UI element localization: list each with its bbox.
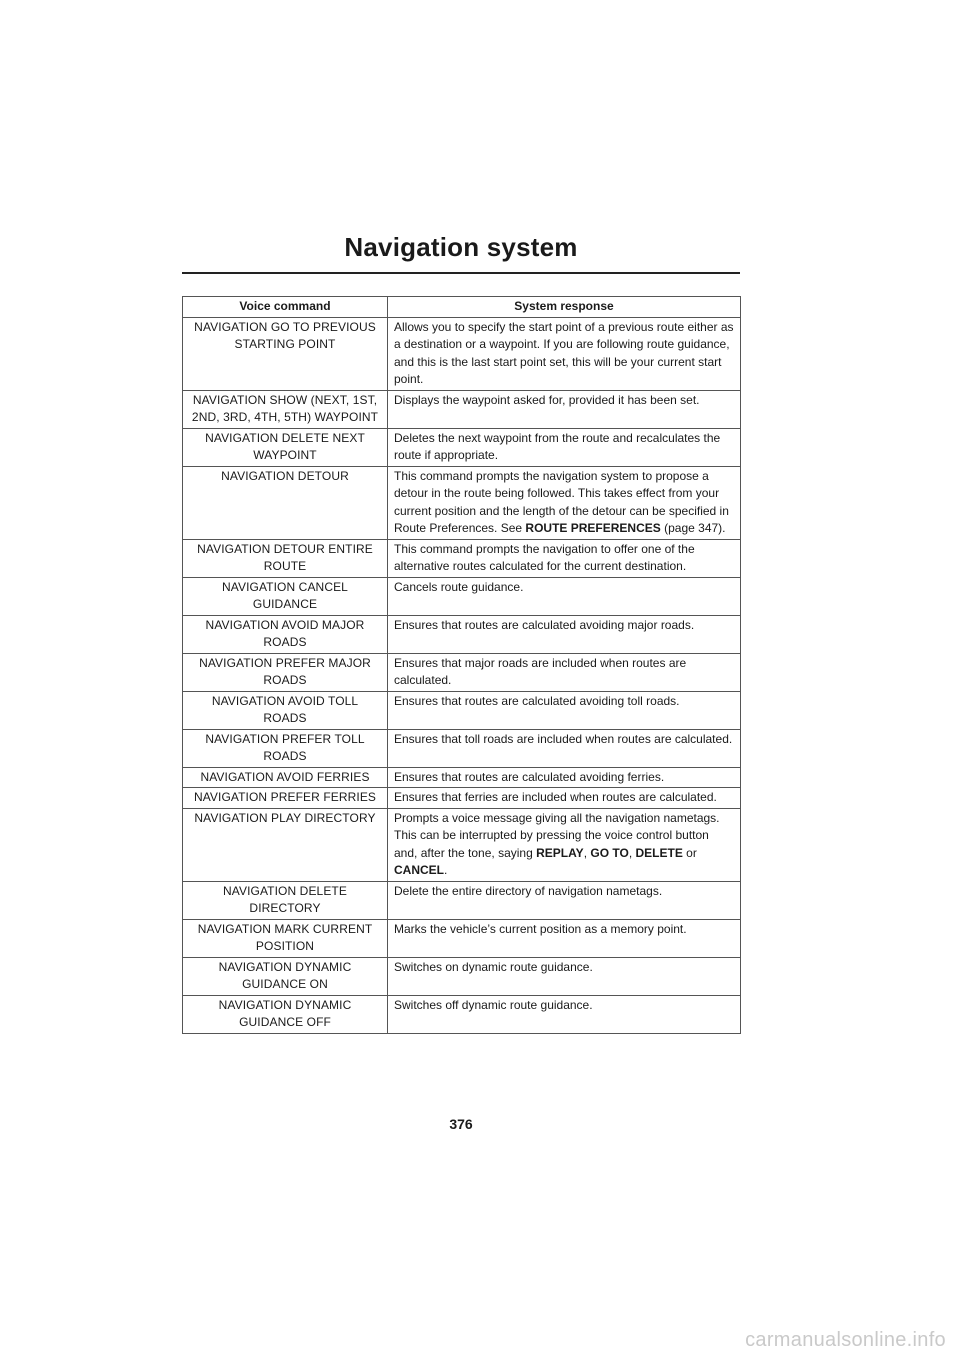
watermark: carmanualsonline.info <box>745 1329 946 1351</box>
system-response-cell <box>388 691 741 729</box>
table-row <box>183 615 741 653</box>
response-text: Marks the vehicle’s current position as a memory point. <box>394 921 687 936</box>
table-row <box>183 317 741 390</box>
voice-command-cell: NAVIGATION DYNAMIC GUIDANCE ON <box>183 957 388 995</box>
response-keyword: CANCEL <box>394 863 444 877</box>
voice-command-cell: NAVIGATION GO TO PREVIOUS STARTING POINT <box>183 317 388 390</box>
response-text: , <box>628 845 636 860</box>
voice-command-cell: NAVIGATION PLAY DIRECTORY <box>183 808 388 881</box>
system-response-cell <box>388 577 741 615</box>
response-text: . <box>444 863 448 877</box>
voice-command-cell: NAVIGATION AVOID FERRIES <box>183 767 388 788</box>
response-text: This command prompts the navigation to offer one of the alternative routes calculated for the current destination. <box>394 541 695 573</box>
header-system-response: System response <box>388 297 741 318</box>
response-text: Ensures that ferries are included when routes are calculated. <box>394 790 717 804</box>
system-response-cell <box>388 767 741 788</box>
response-text: Switches off dynamic route guidance. <box>394 997 593 1012</box>
table-row <box>183 466 741 539</box>
system-response-cell <box>388 466 741 539</box>
table-row <box>183 767 741 788</box>
voice-command-cell: NAVIGATION SHOW (NEXT, 1ST, 2ND, 3RD, 4TH, 5TH) WAYPOINT <box>183 390 388 428</box>
system-response-cell <box>388 919 741 957</box>
system-response-cell <box>388 788 741 809</box>
response-text: Delete the entire directory of navigation nametags. <box>394 883 663 898</box>
voice-command-cell: NAVIGATION MARK CURRENT POSITION <box>183 919 388 957</box>
voice-command-table <box>182 296 741 1034</box>
system-response-cell <box>388 615 741 653</box>
table-row <box>183 729 741 767</box>
voice-command-cell: NAVIGATION AVOID MAJOR ROADS <box>183 615 388 653</box>
response-text: or <box>682 845 697 860</box>
voice-command-cell: NAVIGATION DELETE DIRECTORY <box>183 881 388 919</box>
table-row <box>183 428 741 466</box>
system-response-cell <box>388 881 741 919</box>
system-response-cell <box>388 957 741 995</box>
table-row <box>183 390 741 428</box>
voice-command-cell: NAVIGATION DYNAMIC GUIDANCE OFF <box>183 995 388 1033</box>
response-text: Ensures that routes are calculated avoiding ferries. <box>394 769 665 784</box>
response-text: Prompts a voice message giving all the navigation nametags. This can be interrupted by pressing the voice control button and, after the tone, saying <box>394 810 720 860</box>
voice-command-cell: NAVIGATION CANCEL GUIDANCE <box>183 577 388 615</box>
response-text: Switches on dynamic route guidance. <box>394 959 593 974</box>
title-divider <box>182 272 740 274</box>
voice-command-cell: NAVIGATION AVOID TOLL ROADS <box>183 691 388 729</box>
voice-command-cell: NAVIGATION PREFER TOLL ROADS <box>183 729 388 767</box>
table-row <box>183 995 741 1033</box>
voice-command-cell: NAVIGATION PREFER MAJOR ROADS <box>183 653 388 691</box>
table-row <box>183 653 741 691</box>
response-text: Cancels route guidance. <box>394 579 524 594</box>
system-response-cell <box>388 539 741 577</box>
system-response-cell <box>388 995 741 1033</box>
response-text: Allows you to specify the start point of a previous route either as a destination or a waypoint. If you are following route guidance, and this is the last start point set, this will be your current start point. <box>394 319 734 386</box>
response-keyword: REPLAY <box>536 845 584 860</box>
response-keyword: DELETE <box>635 845 683 860</box>
system-response-cell <box>388 390 741 428</box>
table-row <box>183 691 741 729</box>
table-row <box>183 881 741 919</box>
response-text: Ensures that routes are calculated avoiding toll roads. <box>394 693 680 708</box>
voice-command-cell: NAVIGATION DELETE NEXT WAYPOINT <box>183 428 388 466</box>
system-response-cell <box>388 317 741 390</box>
table-row <box>183 919 741 957</box>
response-keyword: ROUTE PREFERENCES <box>525 521 661 535</box>
response-text: This command prompts the navigation system to propose a detour in the route being followed. This takes effect from your current position and the length of the detour can be specified in Route Preferences. See <box>394 468 729 535</box>
response-text: Displays the waypoint asked for, provided it has been set. <box>394 392 700 407</box>
voice-command-cell: NAVIGATION PREFER FERRIES <box>183 788 388 809</box>
response-text: Deletes the next waypoint from the route and recalculates the route if appropriate. <box>394 430 721 462</box>
table-row <box>183 539 741 577</box>
system-response-cell <box>388 808 741 881</box>
table-row <box>183 957 741 995</box>
response-text: Ensures that toll roads are included when routes are calculated. <box>394 731 733 746</box>
response-text: Ensures that routes are calculated avoiding major roads. <box>394 617 695 632</box>
page-number: 376 <box>449 1116 473 1132</box>
table-body <box>183 317 741 1033</box>
system-response-cell <box>388 729 741 767</box>
table-header-row <box>183 297 741 318</box>
system-response-cell <box>388 428 741 466</box>
table-row <box>183 808 741 881</box>
system-response-cell <box>388 653 741 691</box>
table-row <box>183 788 741 809</box>
response-text: , <box>583 845 591 860</box>
page-title: Navigation system <box>344 232 578 262</box>
voice-command-cell: NAVIGATION DETOUR ENTIRE ROUTE <box>183 539 388 577</box>
response-keyword: GO TO <box>590 845 629 860</box>
header-voice-command: Voice command <box>183 297 388 318</box>
response-text: Ensures that major roads are included when routes are calculated. <box>394 655 687 687</box>
table-row <box>183 577 741 615</box>
voice-command-cell: NAVIGATION DETOUR <box>183 466 388 539</box>
response-text: (page 347). <box>660 521 726 535</box>
